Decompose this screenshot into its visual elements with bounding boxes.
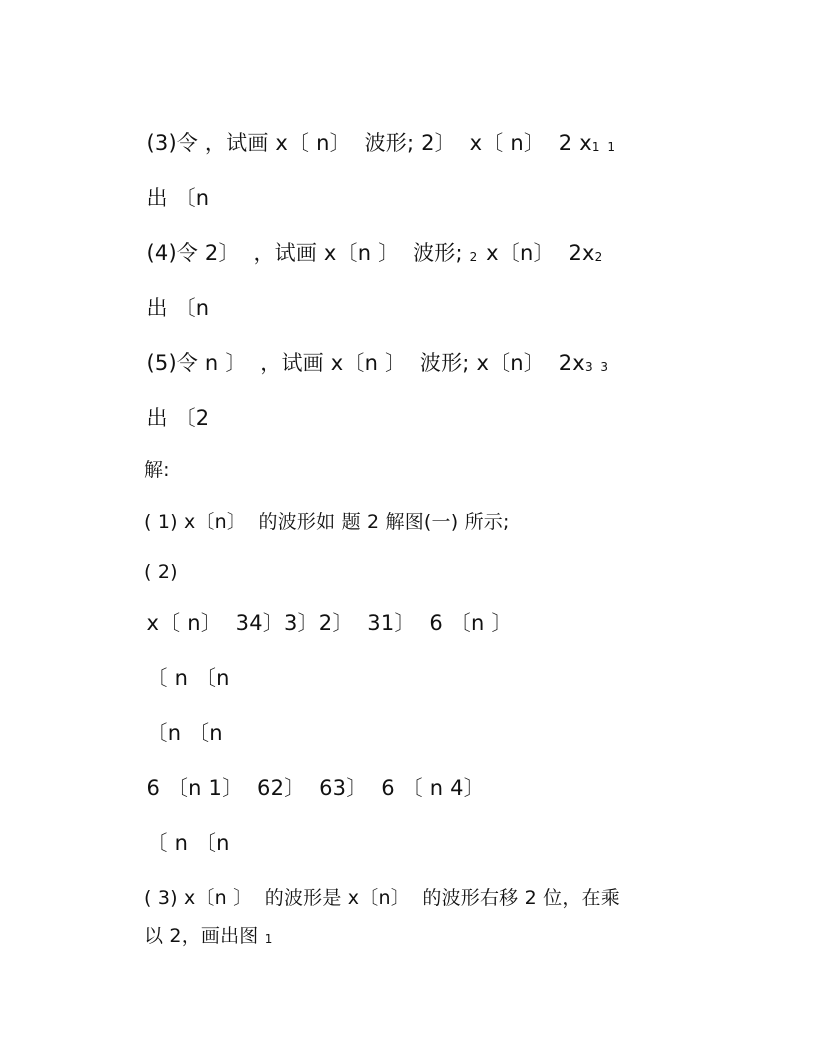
problem-4-text-b: x〔n〕 2x	[479, 241, 595, 265]
solution-2-equation-5-text: 〔 n 〔n	[146, 831, 230, 855]
problem-4-subscript-a: 2	[469, 250, 480, 264]
problem-5-text: (5)令 n 〕 ，试画 x〔n 〕 波形; x〔n〕 2x	[146, 351, 585, 375]
problem-3-text: (3)令 ，试画 x〔 n〕 波形; 2〕 x〔 n〕 2 x	[146, 131, 592, 155]
solution-1-text: ( 1) x〔n〕 的波形如 题 2 解图(一) 所示;	[143, 511, 510, 533]
problem-3-output-text: 出 〔n	[146, 186, 210, 210]
solution-3-text: ( 3) x〔n 〕 的波形是 x〔n〕 的波形右移 2 位，在乘	[143, 887, 620, 909]
solution-2-equation-2-text: 〔 n 〔n	[146, 666, 230, 690]
problem-4-text: (4)令 2〕 ，试画 x〔n 〕 波形;	[146, 241, 470, 265]
problem-3-subscript: 1 1	[591, 140, 617, 154]
figure-number: 1	[264, 932, 275, 946]
solution-3-continuation-text: 以 2，画出图	[143, 925, 265, 947]
problem-5-subscript: 3 3	[584, 360, 611, 374]
problem-5-output-text: 出 〔2	[146, 406, 210, 430]
solution-2-equation-1-text: x〔 n〕 34〕3〕2〕 31〕 6 〔n 〕	[146, 611, 513, 635]
solution-2-label-text: ( 2)	[143, 561, 178, 583]
problem-4-subscript-b: 2	[594, 250, 605, 264]
problem-4-output-text: 出 〔n	[146, 296, 210, 320]
solution-2-equation-4-text: 6 〔n 1〕 62〕 63〕 6 〔 n 4〕	[146, 776, 485, 800]
solution-2-equation-3-text: 〔n 〔n	[146, 721, 223, 745]
solution-3-continuation	[119, 897, 274, 978]
solution-heading-text: 解:	[143, 459, 170, 481]
